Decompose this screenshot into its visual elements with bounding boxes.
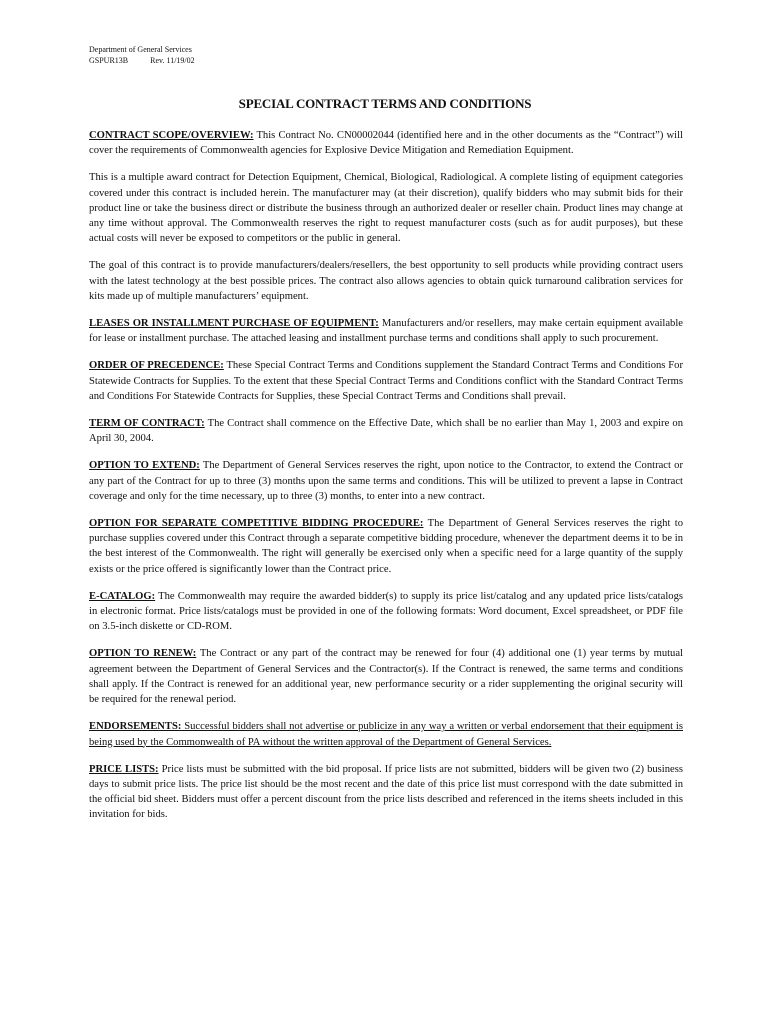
section-e-catalog: [89, 589, 683, 635]
section-goal: [89, 258, 683, 304]
department-header: Department of General Services: [89, 45, 192, 54]
section-heading: OPTION FOR SEPARATE COMPETITIVE BIDDING PROCEDURE:: [89, 518, 424, 530]
section-heading: OPTION TO EXTEND:: [89, 460, 200, 472]
section-price-lists: [89, 762, 683, 823]
section-text: The Contract shall commence on the Effective Date, which shall be no earlier than May 1, 2003 and expire on April 30, 2004.: [89, 418, 683, 445]
section-option-to-renew: [89, 646, 683, 707]
section-text: The Contract or any part of the contract may be renewed for four (4) additional one (1) year terms by mutual agreement between the Department of General Services and the Contractor(s). If the Contract is renewed, the same terms and conditions shall apply. If the Contract is renewed for an additional year, new performance security or a rider supplementing the original security will be required for the renewal period.: [89, 648, 683, 706]
section-text: The Commonwealth may require the awarded bidder(s) to supply its price list/catalog and any updated price lists/catalogs in electronic format. Price lists/catalogs must be provided in one of the following formats: Word document, Excel spreadsheet, or PDF file on 3.5-inch diskette or CD-ROM.: [89, 590, 683, 633]
section-text: Manufacturers and/or resellers, may make certain equipment available for lease or installment purchase. The attached leasing and installment purchase terms and conditions shall apply to such procurement.: [89, 318, 683, 345]
document-body: [89, 128, 683, 835]
section-scope: [89, 128, 683, 158]
form-id-line: [89, 55, 195, 66]
revision-date: Rev. 11/19/02: [150, 56, 195, 65]
section-text: This is a multiple award contract for Detection Equipment, Chemical, Biological, Radiological. A complete listing of equipment categories covered under this contract is included herein. The manufacturer may (at their discretion), qualify bidders who may submit bids for their product line or take the business direct or distribute the business through an authorized dealer or reseller chain. Product lines may change at any time without approval. The Commonwealth reserves the right to request manufacturer costs (such as for audit purposes), but these actual costs will never be exposed to competitors or the public in general.: [89, 172, 683, 245]
section-text: Successful bidders shall not advertise or publicize in any way a written or verbal endorsement that their equipment is being used by the Commonwealth of PA without the written approval of the Department of General Services.: [89, 721, 683, 748]
form-id: GSPUR13B: [89, 56, 129, 65]
section-option-to-extend: [89, 458, 683, 504]
section-term-of-contract: [89, 416, 683, 446]
section-separate-bidding: [89, 516, 683, 577]
section-text: These Special Contract Terms and Conditions supplement the Standard Contract Terms and Conditions For Statewide Contracts for Supplies. To the extent that these Special Contract Terms and Conditions conflict with the Standard Contract Terms and Conditions For Statewide Contracts for Supplies, these Special Contract Terms and Conditions shall prevail.: [89, 360, 683, 402]
page-title: SPECIAL CONTRACT TERMS AND CONDITIONS: [238, 96, 532, 111]
section-text: The goal of this contract is to provide manufacturers/dealers/resellers, the best opportunity to sell products while providing contract users with the latest technology at the best possible prices. The contract also allows agencies to obtain quick turnaround calibration services for kits made up of multiple manufacturers’ equipment.: [89, 260, 683, 302]
section-text: This Contract No. CN00002044 (identified here and in the other documents as the “Contract”) will cover the requirements of Commonwealth agencies for Explosive Device Mitigation and Remediation Equipment.: [89, 130, 683, 157]
section-heading: E-CATALOG:: [89, 590, 156, 602]
section-heading: LEASES OR INSTALLMENT PURCHASE OF EQUIPMENT:: [89, 318, 379, 330]
section-heading: TERM OF CONTRACT:: [89, 418, 205, 430]
section-heading: CONTRACT SCOPE/OVERVIEW:: [89, 130, 254, 141]
section-heading: ENDORSEMENTS:: [89, 721, 182, 733]
section-multiple-award: [89, 170, 683, 246]
section-heading: OPTION TO RENEW:: [89, 648, 197, 660]
section-order-of-precedence: [89, 358, 683, 404]
section-endorsements: [89, 719, 683, 749]
section-text: Price lists must be submitted with the bid proposal. If price lists are not submitted, bidders will be given two (2) business days to submit price lists. The price list should be the most recent and the date of this price list must correspond with the date submitted in the official bid sheet. Bidders must offer a percent discount from the price lists described and referenced in the items sheets included in this invitation for bids.: [89, 763, 683, 821]
section-heading: PRICE LISTS:: [89, 763, 159, 775]
section-text: The Department of General Services reserves the right to purchase supplies covered under this Contract through a separate competitive bidding procedure, whenever the department deems it to be in the best interest of the Commonwealth. The right will generally be exercised only when a specific need for a large quantity of the supply exists or the price offered is significantly lower than the Contract price.: [89, 518, 683, 575]
section-heading: ORDER OF PRECEDENCE:: [89, 360, 224, 372]
section-leases: [89, 316, 683, 346]
section-text: The Department of General Services reserves the right, upon notice to the Contractor, to extend the Contract or any part of the Contract for up to three (3) months upon the same terms and conditions. This will be utilized to prevent a lapse in Contract coverage and only for the time necessary, up to three (3) months, to enter into a new contract.: [89, 460, 683, 502]
